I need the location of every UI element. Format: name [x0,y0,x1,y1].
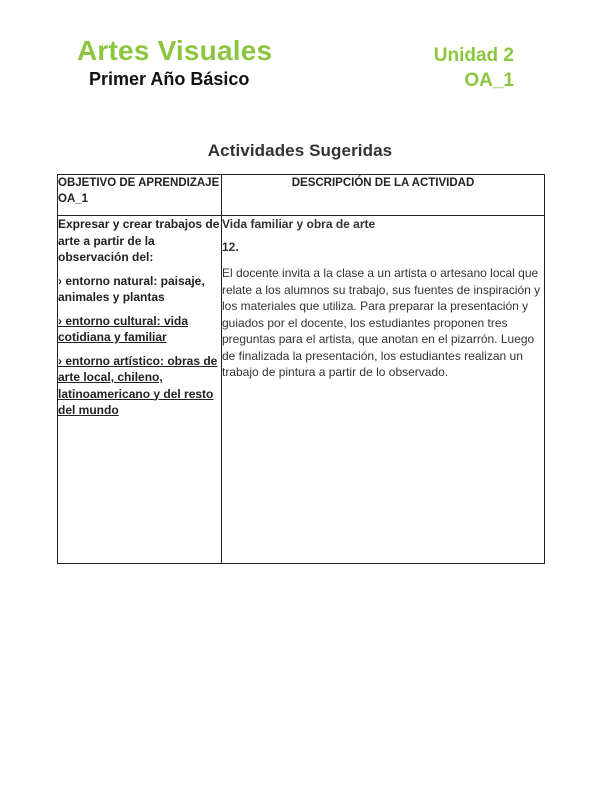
header-right [434,44,514,93]
activities-table [57,174,545,564]
objective-item-artistic: › entorno artístico: obras de arte local, chileno, latinoamericano y del resto del mundo [58,353,218,417]
unit-label: Unidad 2 [433,45,514,66]
table-row [58,216,545,564]
column-header-objective: OBJETIVO DE APRENDIZAJE OA_1 [58,175,222,216]
section-title: Actividades Sugeridas [207,141,393,160]
oa-label: OA_1 [464,70,514,91]
activity-number: 12. [222,239,239,254]
table-header-row [58,175,545,216]
objective-item-natural: › entorno natural: paisaje, animales y plantas [58,273,205,304]
header-left [77,34,272,90]
objective-intro: Expresar y crear trabajos de arte a partir de la observación del: [58,217,220,264]
objective-cell [58,216,222,564]
description-cell [222,216,545,564]
activity-title: Vida familiar y obra de arte [222,217,376,231]
column-header-description: DESCRIPCIÓN DE LA ACTIVIDAD [222,175,545,216]
document-subtitle: Primer Año Básico [89,69,250,89]
activity-description: El docente invita a la clase a un artista o artesano local que relate a los alumnos su trabajo, sus fuentes de inspiración y los materiales que utiliza. Para preparar la presentación y guiados por el docente, los estudiantes proponen tres preguntas para el artista, que anotan en el pizarrón. Luego de finalizada la presentación, los estudiantes realizan un trabajo de pintura a partir de lo observado. [222,266,541,379]
document-title: Artes Visuales [77,35,273,66]
objective-item-cultural: › entorno cultural: vida cotidiana y familiar [58,313,189,344]
